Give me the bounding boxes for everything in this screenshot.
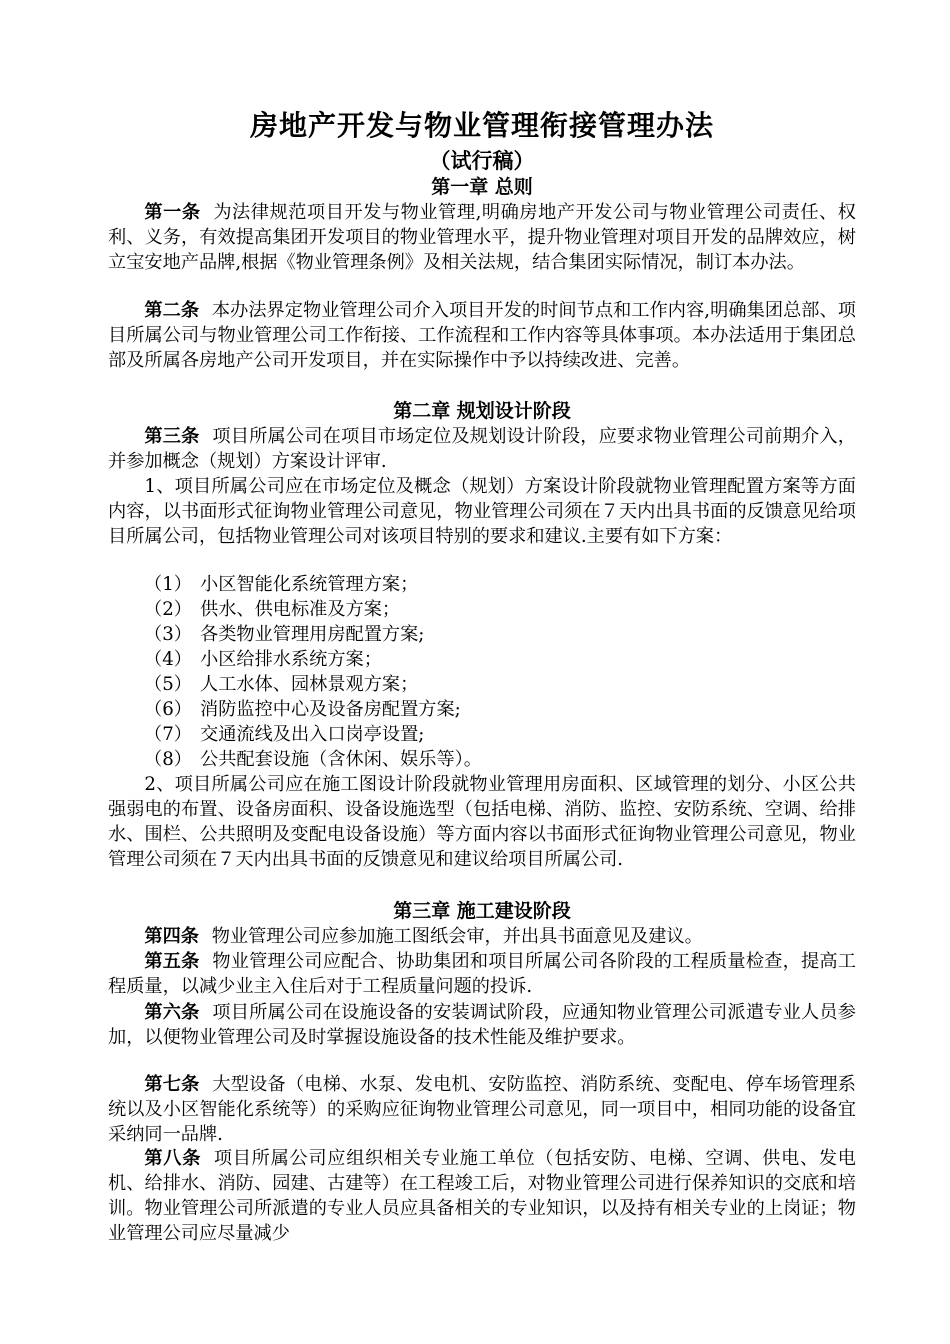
list-item-number: （8） (144, 749, 192, 770)
list-item-text: 供水、供电标准及方案； (200, 599, 401, 620)
article-text: 本办法界定物业管理公司介入项目开发的时间节点和工作内容,明确集团总部、项目所属公司与物业管理公司工作衔接、工作流程和工作内容等具体事项。本办法适用于集团总部及所属各房地产公司开发项目，并在实际操作中予以持续改进、完善。 (108, 300, 856, 371)
clause-1: 1、项目所属公司应在市场定位及概念（规划）方案设计阶段就物业管理配置方案等方面内容，以书面形式征询物业管理公司意见，物业管理公司须在７天内出具书面的反馈意见给项目所属公司，包括物业管理公司对该项目特别的要求和建议.主要有如下方案： (108, 476, 856, 547)
article-8 (108, 1146, 856, 1246)
list-item (144, 697, 856, 722)
article-label: 第三条 (144, 426, 200, 447)
list-item-number: （7） (144, 724, 192, 745)
document-subtitle: （试行稿） (429, 148, 535, 173)
article-text: 大型设备（电梯、水泵、发电机、安防监控、消防系统、变配电、停车场管理系统以及小区智能化系统等）的采购应征询物业管理公司意见，同一项目中，相同功能的设备宜采纳同一品牌. (108, 1074, 856, 1145)
list-item (144, 647, 856, 672)
article-label: 第六条 (144, 1002, 200, 1023)
list-item (144, 747, 856, 772)
article-1 (108, 200, 856, 275)
list-item-number: （5） (144, 674, 192, 695)
list-item-number: （4） (144, 649, 192, 670)
article-text: 项目所属公司在项目市场定位及规划设计阶段，应要求物业管理公司前期介入，并参加概念（规划）方案设计评审. (108, 426, 856, 472)
article-label: 第八条 (144, 1148, 202, 1169)
article-text: 项目所属公司在设施设备的安装调试阶段，应通知物业管理公司派遣专业人员参加，以便物业管理公司及时掌握设施设备的技术性能及维护要求。 (108, 1002, 856, 1048)
article-text: 物业管理公司应参加施工图纸会审，并出具书面意见及建议。 (211, 926, 703, 947)
clause-2: 2、项目所属公司应在施工图设计阶段就物业管理用房面积、区域管理的划分、小区公共强弱电的布置、设备房面积、设备设施选型（包括电梯、消防、监控、安防系统、空调、给排水、围栏、公共照明及变配电设备设施）等方面内容以书面形式征询物业管理公司意见，物业管理公司须在７天内出具书面的反馈意见和建议给项目所属公司. (108, 774, 856, 870)
list-item-text: 小区智能化系统管理方案； (200, 574, 419, 595)
list-item-number: （3） (144, 624, 192, 645)
article-4 (108, 924, 856, 949)
article-label: 第五条 (144, 951, 200, 972)
article-text: 项目所属公司应组织相关专业施工单位（包括安防、电梯、空调、供电、发电机、给排水、消防、园建、古建等）在工程竣工后，对物业管理公司进行保养知识的交底和培训。物业管理公司所派遣的专业人员应具备相关的专业知识，以及持有相关专业的上岗证；物业管理公司应尽量减少 (108, 1148, 856, 1244)
chapter-heading-3: 第三章 施工建设阶段 (393, 900, 571, 922)
list-item (144, 597, 856, 622)
list-item-text: 小区给排水系统方案； (200, 649, 382, 670)
article-label: 第四条 (144, 926, 199, 947)
list-item-text: 各类物业管理用房配置方案; (200, 624, 425, 645)
list-item-text: 消防监控中心及设备房配置方案; (200, 699, 461, 720)
list-item (144, 722, 856, 747)
chapter-heading-2: 第二章 规划设计阶段 (393, 400, 571, 422)
article-2 (108, 298, 856, 373)
list-item-text: 公共配套设施（含休闲、娱乐等）。 (200, 749, 482, 770)
article-label: 第二条 (144, 300, 200, 321)
list-item (144, 672, 856, 697)
article-text: 为法律规范项目开发与物业管理,明确房地产开发公司与物业管理公司责任、权利、义务，有效提高集团开发项目的物业管理水平，提升物业管理对项目开发的品牌效应，树立宝安地产品牌,根据《物业管理条例》及相关法规，结合集团实际情况，制订本办法。 (108, 202, 856, 273)
article-label: 第一条 (144, 202, 201, 223)
article-6 (108, 1000, 856, 1050)
article-text: 物业管理公司应配合、协助集团和项目所属公司各阶段的工程质量检查，提高工程质量，以减少业主入住后对于工程质量问题的投诉. (108, 951, 856, 997)
document-title: 房地产开发与物业管理衔接管理办法 (249, 109, 714, 142)
list-item-number: （1） (144, 574, 192, 595)
article-5 (108, 949, 856, 999)
article-7 (108, 1072, 856, 1147)
list-item-text: 人工水体、园林景观方案； (200, 674, 419, 695)
list-item-text: 交通流线及出入口岗亭设置; (200, 724, 425, 745)
list-item-number: （6） (144, 699, 192, 720)
list-item (144, 572, 856, 597)
list-item (144, 622, 856, 647)
chapter-heading-1: 第一章 总则 (431, 176, 533, 198)
article-3 (108, 424, 856, 474)
list-item-number: （2） (144, 599, 192, 620)
article-label: 第七条 (144, 1074, 200, 1095)
